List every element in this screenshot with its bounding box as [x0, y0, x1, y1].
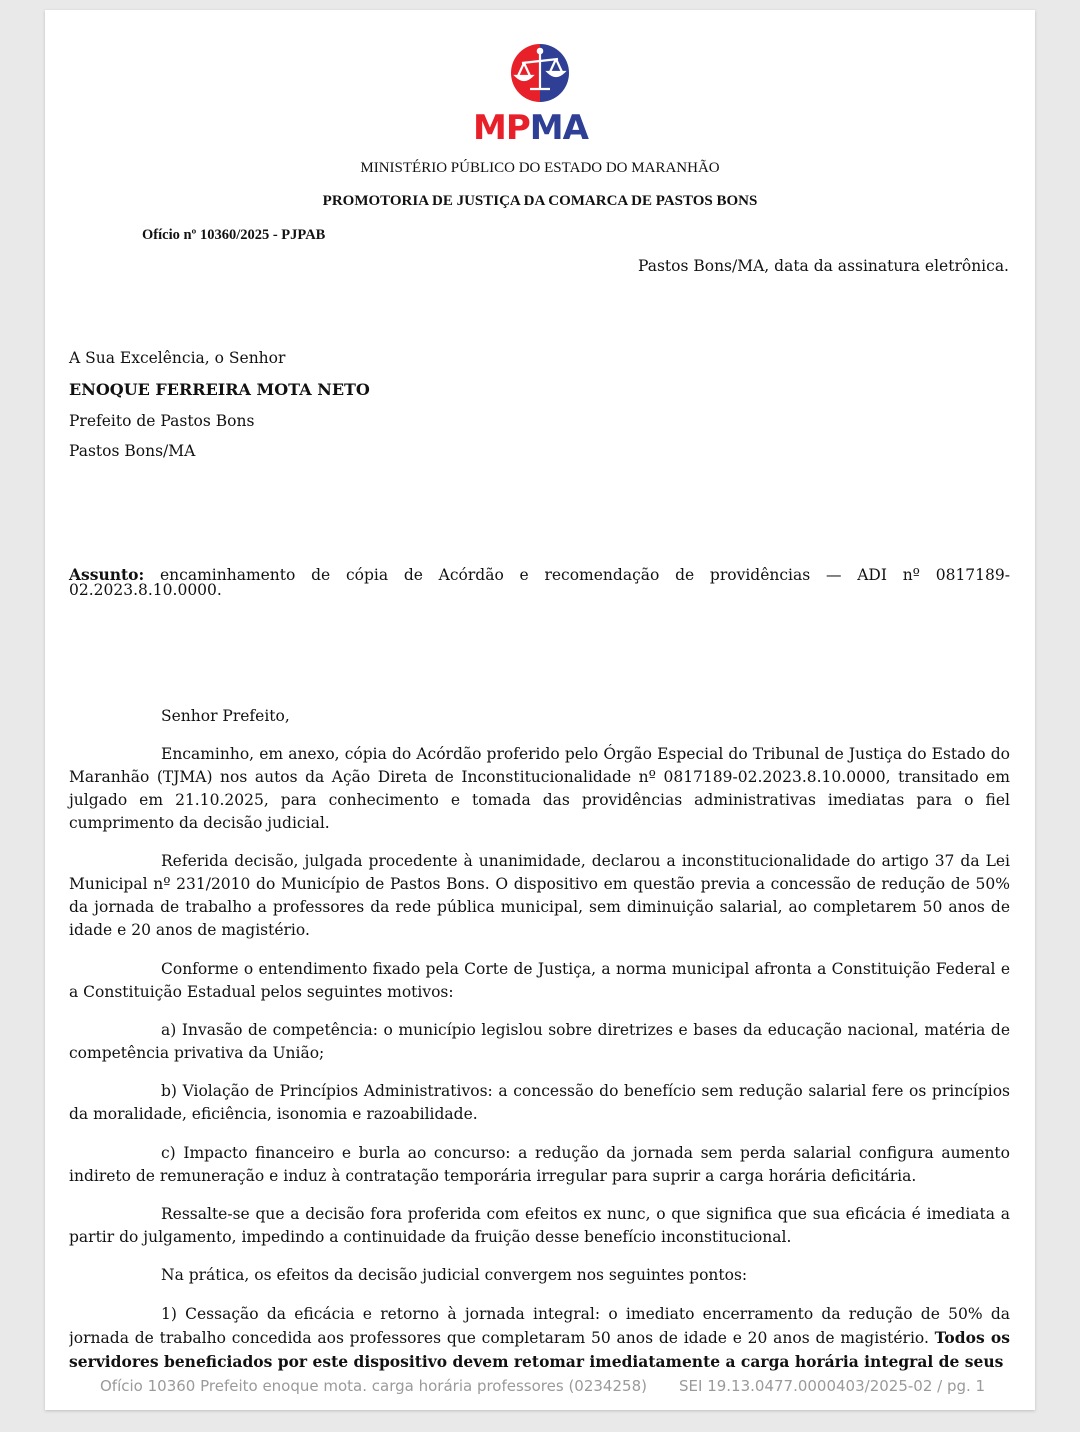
paragraph-2: Referida decisão, julgada procedente à unanimidade, declarou a inconstitucionalidade do artigo 37 da Lei Municipal nº 231/2010 do Município de Pastos Bons. O dispositivo em questão previa a concessão de redução de 50% da jornada de trabalho a professores da rede pública municipal, sem diminuição salarial, ao completarem 50 anos de idade e 20 anos de magistério.	[69, 852, 1010, 939]
place-and-date: Pastos Bons/MA, data da assinatura eletrônica.	[637, 257, 1009, 275]
recipient-role: Prefeito de Pastos Bons	[69, 412, 255, 430]
point-1-text: 1) Cessação da eficácia e retorno à jornada integral: o imediato encerramento da redução de 50% da jornada de trabalho concedida aos professores que completaram 50 anos de idade e 20 anos de magistério.	[69, 1305, 1010, 1347]
svg-text:MPMA: MPMA	[473, 108, 588, 143]
point-1-bold: Todos os servidores beneficiados por este dispositivo devem retomar imediatamente a carga horária integral de seus	[69, 1328, 1010, 1371]
office-name: PROMOTORIA DE JUSTIÇA DA COMARCA DE PASTOS BONS	[322, 193, 758, 209]
organization-name: MINISTÉRIO PÚBLICO DO ESTADO DO MARANHÃO	[360, 160, 720, 176]
paragraph-practice: Na prática, os efeitos da decisão judicial convergem nos seguintes pontos:	[161, 1266, 748, 1284]
paragraph-3: Conforme o entendimento fixado pela Corte de Justiça, a norma municipal afronta a Constituição Federal e a Constituição Estadual pelos seguintes motivos:	[69, 960, 1010, 1001]
footer-document-title: Ofício 10360 Prefeito enoque mota. carga horária professores (0234258)	[100, 1377, 647, 1395]
mpma-logo	[470, 43, 610, 143]
subject-label: Assunto:	[69, 565, 145, 584]
point-1	[69, 1303, 1010, 1372]
subject-text: encaminhamento de cópia de Acórdão e recomendação de providências — ADI nº 0817189-02.2023.8.10.0000.	[69, 566, 1010, 599]
recipient-name: ENOQUE FERREIRA MOTA NETO	[69, 380, 370, 399]
document-page	[45, 10, 1035, 1410]
reason-c: c) Impacto financeiro e burla ao concurso: a redução da jornada sem perda salarial configura aumento indireto de remuneração e induz à contratação temporária irregular para suprir a carga horária deficitária.	[69, 1144, 1010, 1185]
paragraph-1: Encaminho, em anexo, cópia do Acórdão proferido pelo Órgão Especial do Tribunal de Justiça do Estado do Maranhão (TJMA) nos autos da Ação Direta de Inconstitucionalidade nº 0817189-02.2023.8.10.0000, transitado em julgado em 21.10.2025, para conhecimento e tomada das providências administrativas imediatas para o fiel cumprimento da decisão judicial.	[69, 745, 1010, 832]
footer-sei-page: SEI 19.13.0477.0000403/2025-02 / pg. 1	[679, 1377, 986, 1395]
reason-a: a) Invasão de competência: o município legislou sobre diretrizes e bases da educação nacional, matéria de competência privativa da União;	[69, 1021, 1010, 1062]
subject-line	[69, 567, 1010, 598]
paragraph-effects: Ressalte-se que a decisão fora proferida com efeitos ex nunc, o que significa que sua eficácia é imediata a partir do julgamento, impedindo a continuidade da fruição desse benefício inconstitucional.	[69, 1205, 1010, 1246]
recipient-salutation: A Sua Excelência, o Senhor	[69, 349, 286, 367]
reason-b: b) Violação de Princípios Administrativos: a concessão do benefício sem redução salarial fere os princípios da moralidade, eficiência, isonomia e razoabilidade.	[69, 1082, 1010, 1123]
greeting: Senhor Prefeito,	[161, 707, 290, 725]
document-reference: Ofício nº 10360/2025 - PJPAB	[142, 227, 326, 243]
recipient-city: Pastos Bons/MA	[69, 442, 196, 460]
